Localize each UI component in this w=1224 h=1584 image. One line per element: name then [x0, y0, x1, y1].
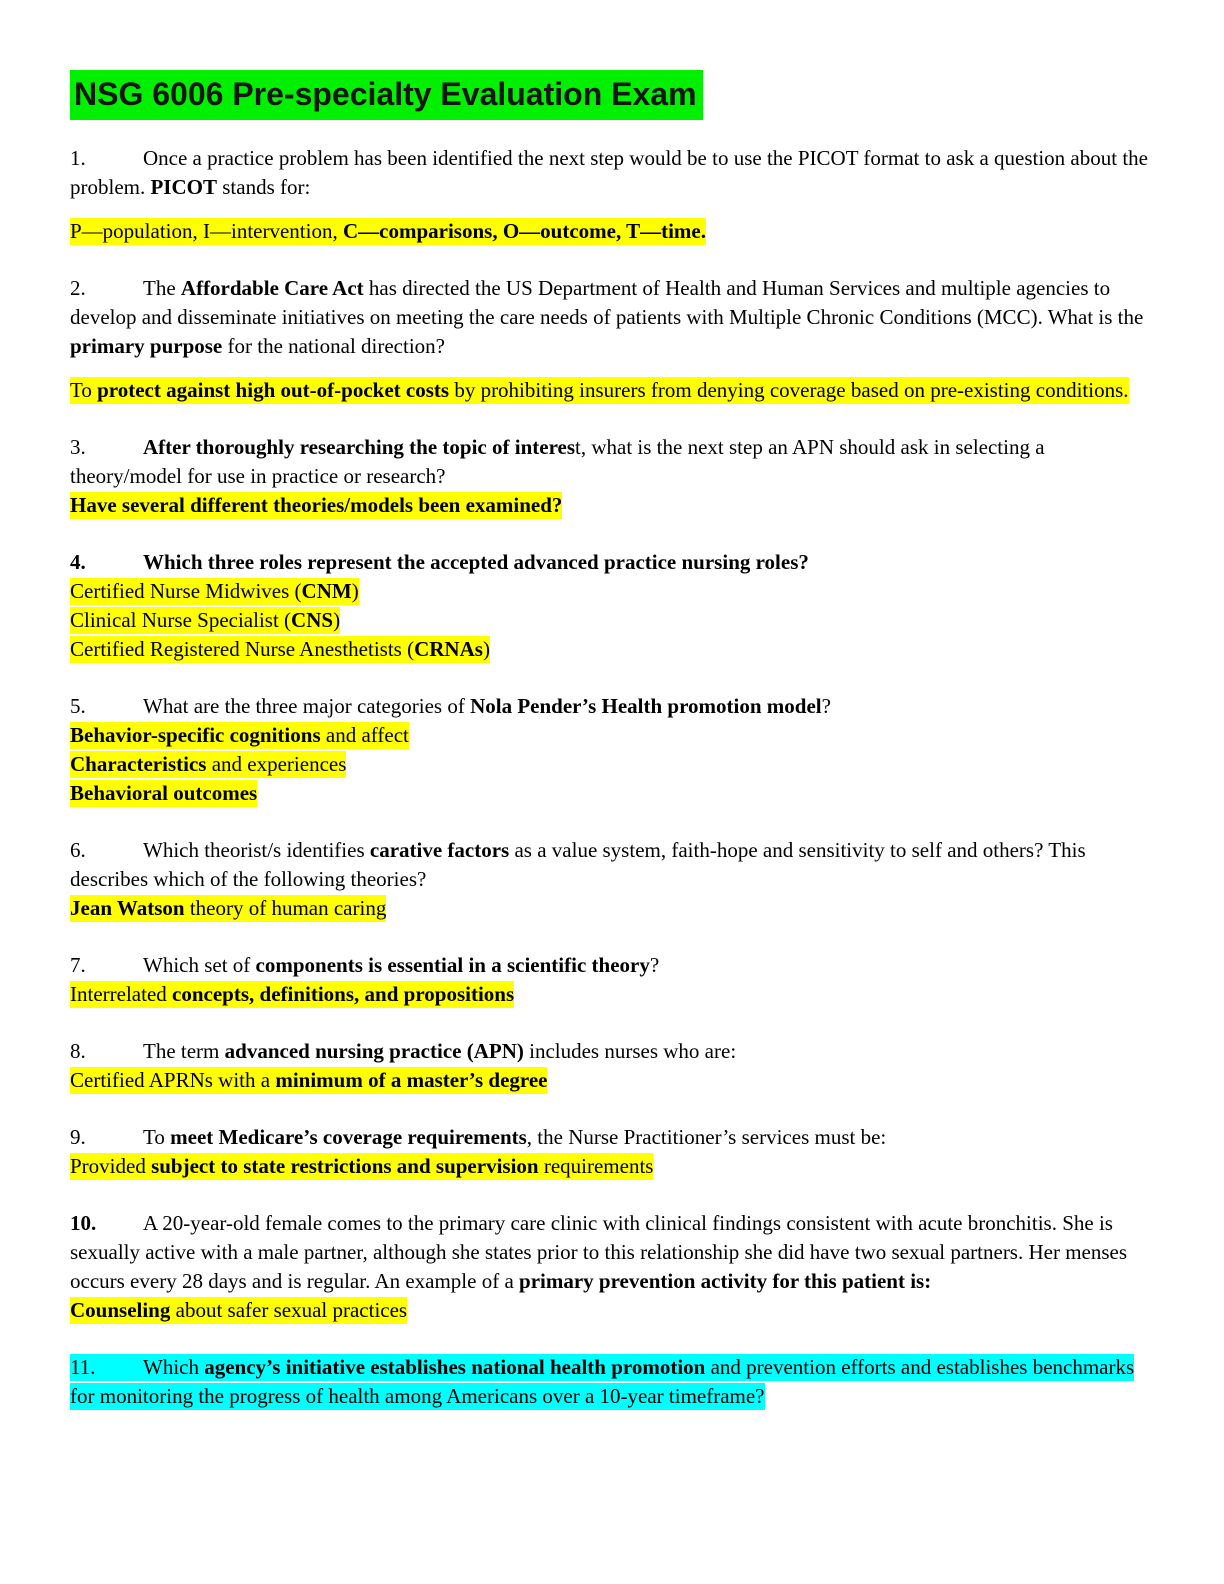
bold-text-segment: CNM — [301, 579, 352, 603]
answer-highlight — [70, 492, 562, 519]
text-segment: Certified Nurse Midwives ( — [70, 579, 302, 603]
text-segment: stands for: — [217, 175, 311, 199]
answer-group — [70, 1296, 1155, 1325]
text-segment: by prohibiting insurers from denying coverage based on pre-existing conditions. — [449, 378, 1129, 402]
question-block — [70, 951, 1155, 1009]
bold-text-segment: Jean Watson — [70, 896, 185, 920]
text-segment: ) — [482, 637, 490, 661]
text-segment: Clinical Nurse Specialist ( — [70, 608, 292, 632]
answer-highlight — [70, 636, 490, 663]
question-list — [70, 144, 1155, 1411]
answer-highlight — [70, 1067, 547, 1094]
question-text — [70, 836, 1155, 894]
question-block — [70, 548, 1155, 664]
question-block — [70, 433, 1155, 520]
page-title-highlight: NSG 6006 Pre-specialty Evaluation Exam — [70, 70, 703, 120]
text-segment: Interrelated — [70, 982, 173, 1006]
answer-group — [70, 980, 1155, 1009]
bold-text-segment: concepts, definitions, and propositions — [172, 982, 515, 1006]
question-number: 8. — [70, 1039, 86, 1063]
question-number: 11. — [70, 1355, 96, 1379]
text-segment: Which set of — [143, 953, 256, 977]
answer-text — [70, 1066, 1155, 1095]
answer-highlight — [70, 1297, 407, 1324]
answer-text — [70, 980, 1155, 1009]
bold-text-segment: agency’s initiative establishes national health promotion — [204, 1355, 706, 1379]
text-segment: P—population, I—intervention, — [70, 219, 343, 243]
text-segment: To — [143, 1125, 171, 1149]
answer-text — [70, 376, 1155, 405]
question-block — [70, 836, 1155, 923]
answer-text — [70, 779, 1155, 808]
answer-text — [70, 1296, 1155, 1325]
answer-group — [70, 1066, 1155, 1095]
answer-group — [70, 577, 1155, 664]
bold-text-segment: Affordable Care Act — [180, 276, 364, 300]
text-segment: Certified Registered Nurse Anesthetists ( — [70, 637, 415, 661]
answer-highlight — [70, 607, 340, 634]
text-segment: A 20-year-old female comes to the primary care clinic with clinical findings consistent with acute bronchitis. She is sexually active with a male partner, although she states prior to this relationship she did have two sexual partners. Her menses occurs every 28 days and is regular. An example of a — [70, 1211, 1128, 1293]
text-segment: theory of human caring — [184, 896, 387, 920]
bold-text-segment: Nola Pender’s Health promotion model — [470, 694, 822, 718]
text-segment: Certified APRNs with a — [70, 1068, 276, 1092]
bold-text-segment: Which three roles represent the accepted advanced practice nursing roles? — [143, 550, 809, 574]
question-text — [70, 433, 1155, 491]
question-number: 2. — [70, 276, 86, 300]
answer-highlight — [70, 1153, 653, 1180]
text-segment: Which theorist/s identifies — [143, 838, 370, 862]
bold-text-segment: Counseling — [70, 1298, 171, 1322]
bold-text-segment: C—comparisons, O—outcome, T—time. — [342, 219, 706, 243]
text-segment: The term — [143, 1039, 225, 1063]
question-number: 7. — [70, 953, 86, 977]
bold-text-segment: After thoroughly researching the topic of interes — [143, 435, 576, 459]
question-text — [70, 1209, 1155, 1296]
text-segment: The — [143, 276, 181, 300]
text-segment: ) — [333, 608, 341, 632]
text-segment: and prevention efforts and establishes benchmarks for monitoring the progress of health among Americans over a 10-year timeframe? — [70, 1355, 1135, 1408]
text-segment: requirements — [538, 1154, 654, 1178]
text-segment: Once a practice problem has been identified the next step would be to use the PICOT format to ask a question about the problem. — [70, 146, 1148, 199]
answer-highlight — [70, 578, 359, 605]
answer-highlight — [70, 981, 514, 1008]
bold-text-segment: minimum of a master’s degree — [275, 1068, 548, 1092]
answer-text — [70, 606, 1155, 635]
bold-text-segment: Behavior-specific cognitions — [70, 723, 321, 747]
text-segment: ? — [649, 953, 660, 977]
text-segment: for the national direction? — [222, 334, 445, 358]
question-number: 1. — [70, 146, 86, 170]
text-segment: Which — [143, 1355, 205, 1379]
question-block — [70, 1353, 1155, 1411]
answer-text — [70, 721, 1155, 750]
answer-highlight — [70, 895, 386, 922]
bold-text-segment: subject to state restrictions and supervision — [151, 1154, 539, 1178]
text-segment: about safer sexual practices — [170, 1298, 408, 1322]
answer-group — [70, 1152, 1155, 1181]
answer-group — [70, 376, 1155, 405]
answer-group — [70, 721, 1155, 808]
text-segment: What are the three major categories of — [143, 694, 471, 718]
bold-text-segment: primary purpose — [70, 334, 223, 358]
question-text — [70, 692, 1155, 721]
bold-text-segment: advanced nursing practice (APN) — [224, 1039, 524, 1063]
text-segment: To — [70, 378, 98, 402]
answer-group — [70, 217, 1155, 246]
text-segment: as a value system, faith-hope and sensitivity to self and others? This describes which of the following theories? — [70, 838, 1086, 891]
question-text — [70, 548, 1155, 577]
bold-text-segment: Characteristics — [70, 752, 207, 776]
answer-text — [70, 635, 1155, 664]
bold-text-segment: primary prevention activity for this patient is: — [519, 1269, 932, 1293]
question-highlight — [70, 1354, 1134, 1410]
bold-text-segment: CNS — [291, 608, 334, 632]
text-segment: and affect — [320, 723, 409, 747]
bold-text-segment: Behavioral outcomes — [70, 781, 258, 805]
question-text — [70, 1353, 1155, 1411]
bold-text-segment: components is essential in a scientific theory — [255, 953, 650, 977]
question-text — [70, 951, 1155, 980]
text-segment: Provided — [70, 1154, 152, 1178]
answer-highlight — [70, 722, 409, 749]
question-block — [70, 1123, 1155, 1181]
question-block — [70, 1037, 1155, 1095]
answer-text — [70, 894, 1155, 923]
question-number: 5. — [70, 694, 86, 718]
text-segment: t, what is the next step an APN should ask in selecting a theory/model for use in practice or research? — [70, 435, 1045, 488]
answer-text — [70, 1152, 1155, 1181]
question-number: 9. — [70, 1125, 86, 1149]
question-block — [70, 274, 1155, 405]
question-block — [70, 692, 1155, 808]
answer-highlight — [70, 218, 706, 245]
answer-group — [70, 894, 1155, 923]
text-segment: , the Nurse Practitioner’s services must be: — [526, 1125, 887, 1149]
answer-highlight — [70, 780, 257, 807]
question-number: 10. — [70, 1211, 97, 1235]
question-text — [70, 274, 1155, 361]
bold-text-segment: carative factors — [369, 838, 510, 862]
bold-text-segment: Have several different theories/models been examined? — [70, 493, 563, 517]
question-text — [70, 1037, 1155, 1066]
answer-text — [70, 577, 1155, 606]
answer-highlight — [70, 751, 346, 778]
answer-text — [70, 217, 1155, 246]
question-number: 6. — [70, 838, 86, 862]
answer-group — [70, 491, 1155, 520]
text-segment: has directed the US Department of Health and Human Services and multiple agencies to develop and disseminate initiatives on meeting the care needs of patients with Multiple Chronic Conditions (MCC). What is the — [70, 276, 1144, 329]
answer-text — [70, 491, 1155, 520]
answer-text — [70, 750, 1155, 779]
bold-text-segment: meet Medicare’s coverage requirements — [170, 1125, 527, 1149]
bold-text-segment: protect against high out-of-pocket costs — [97, 378, 450, 402]
text-segment: and experiences — [206, 752, 347, 776]
question-text — [70, 1123, 1155, 1152]
question-block — [70, 144, 1155, 246]
bold-text-segment: PICOT — [150, 175, 217, 199]
text-segment: ? — [821, 694, 831, 718]
answer-highlight — [70, 377, 1129, 404]
bold-text-segment: CRNAs — [414, 637, 483, 661]
page-title — [70, 70, 1155, 120]
question-block — [70, 1209, 1155, 1325]
text-segment: includes nurses who are: — [523, 1039, 737, 1063]
question-text — [70, 144, 1155, 202]
text-segment: ) — [351, 579, 359, 603]
question-number: 4. — [70, 550, 86, 574]
question-number: 3. — [70, 435, 86, 459]
